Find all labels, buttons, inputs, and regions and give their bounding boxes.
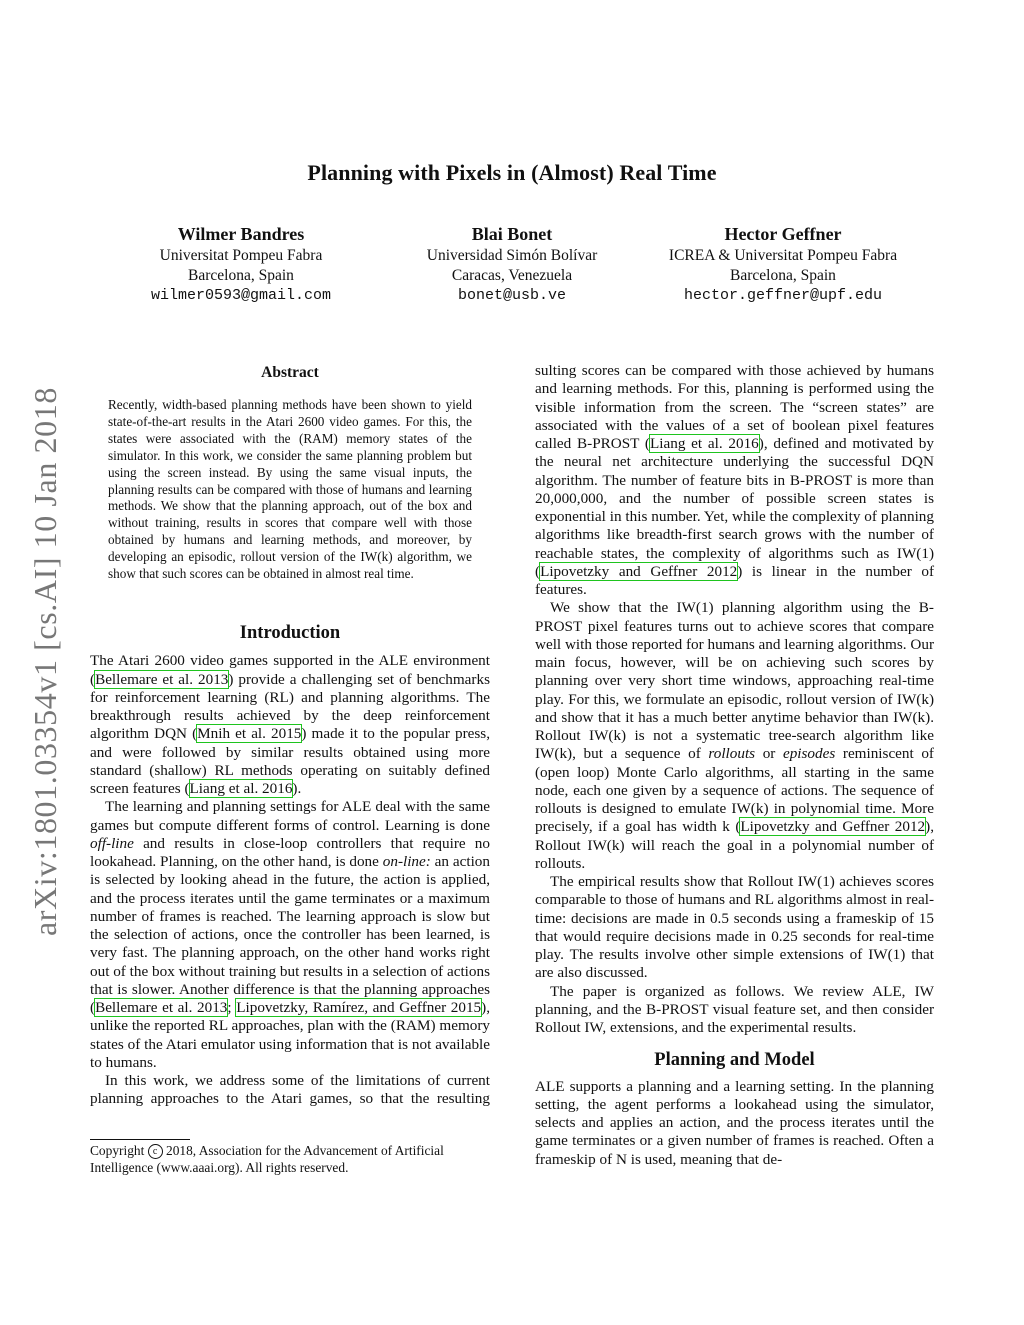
introduction-heading: Introduction: [239, 623, 341, 643]
arxiv-identifier: arXiv:1801.03354v1 [cs.AI] 10 Jan 2018: [27, 387, 63, 936]
intro-paragraph-3: In this work, we address some of the limitations of current planning approaches to the Atari games, so that the resulting: [90, 1072, 490, 1108]
paper-title: Planning with Pixels in (Almost) Real Time: [307, 160, 717, 185]
author-name: Wilmer Bandres: [177, 224, 305, 244]
author-location: Caracas, Venezuela: [451, 267, 573, 284]
right-column: [535, 362, 934, 1169]
author-block-1: [91, 222, 391, 306]
author-block-2: [362, 222, 662, 306]
footnote-rule: [90, 1139, 190, 1140]
author-email: hector.geffner@upf.edu: [683, 287, 883, 304]
planning-model-heading: Planning and Model: [654, 1050, 815, 1071]
citation-link[interactable]: Mnih et al. 2015: [197, 725, 302, 743]
planning-paragraph-1: ALE supports a planning and a learning setting. In the planning setting, the agent performs a lookahead using the simulator, selects and applies an action, and the process iterates until the game terminates or a given number of frames is reached. Often a frameskip of N is used, meaning that de-: [535, 1077, 934, 1168]
author-email: bonet@usb.ve: [457, 287, 567, 304]
author-name: Hector Geffner: [724, 224, 842, 244]
author-affiliation: Universitat Pompeu Fabra: [159, 247, 323, 264]
intro-paragraph-4: We show that the IW(1) planning algorithm using the B-PROST pixel features turns out to achieve scores that compare well with those reported for humans and learning algorithms. Our main focus, however, will be on achieving such scores by planning over very short time windows, approaching real-time play. For this, we formulate an episodic, rollout version of IW(k) and show that it has a much better anytime behavior than IW(k). Rollout IW(k) is not a systematic tree-search algorithm like IW(k), but a sequence of rollouts or episodes reminiscent of (open loop) Monte Carlo algorithms, all starting in the same node, each one given by a sequence of actions. The sequence of rollouts is designed to emulate IW(k) in polynomial time. More precisely, if a goal has width k (Lipovetzky and Geffner 2012), Rollout IW(k) will reach the goal in a polynomial number of rollouts.: [535, 599, 934, 872]
intro-paragraph-3-cont: sulting scores can be compared with those achieved by humans and learning methods. For this, planning is performed using the visible information from the screen. The “screen states” are associated with the values of a set of boolean pixel features called B-PROST (Liang et al. 2016), defined and motivated by the neural net architecture underlying the successful DQN algorithm. The number of feature bits in B-PROST is more than 20,000,000, and the number of possible screen states is exponential in this number. Yet, while the complexity of planning algorithms like breadth-first search grows with the number of reachable states, the complexity of algorithms such as IW(1) (Lipovetzky and Geffner 2012) is linear in the number of features.: [535, 362, 934, 598]
author-block-3: [633, 222, 933, 306]
intro-paragraph-1: The Atari 2600 video games supported in the ALE environment (Bellemare et al. 2013) provide a challenging set of benchmarks for reinforcement learning (RL) and planning algorithms. The breakthrough results achieved by the deep reinforcement algorithm DQN (Mnih et al. 2015) made it to the popular press, and were followed by similar results obtained using more standard (shallow) RL methods operating on suitably defined screen features (Liang et al. 2016).: [90, 652, 491, 797]
copyright-icon: c: [148, 1144, 163, 1159]
intro-paragraph-6: The paper is organized as follows. We review ALE, IW planning, and the B-PROST visual feature set, and then consider Rollout IW, extensions, and the experimental results.: [535, 982, 934, 1036]
citation-link[interactable]: Bellemare et al. 2013: [95, 670, 229, 688]
citation-link[interactable]: Lipovetzky, Ramírez, and Geffner 2015: [236, 999, 482, 1016]
citation-link[interactable]: Lipovetzky and Geffner 2012: [540, 562, 738, 580]
citation-link[interactable]: Bellemare et al. 2013: [95, 999, 228, 1016]
copyright-footnote: Copyright c 2018, Association for the Advancement of Artificial Intelligence (www.aaai.org). All rights reserved.: [90, 1143, 444, 1175]
author-location: Barcelona, Spain: [188, 267, 294, 284]
abstract-heading: Abstract: [261, 364, 319, 381]
citation-link[interactable]: Liang et al. 2016: [189, 780, 293, 797]
citation-link[interactable]: Liang et al. 2016: [650, 435, 759, 452]
left-column: [90, 624, 490, 1108]
author-location: Barcelona, Spain: [730, 267, 836, 284]
author-name: Blai Bonet: [471, 224, 553, 244]
intro-paragraph-2: The learning and planning settings for ALE deal with the same games but compute different forms of control. Learning is done off-line and results in close-loop controllers that require no lookahead. Planning, on the other hand, is done on-line: an action is selected by looking ahead in the future, the action is applied, and the process iterates until the game terminates or a maximum number of frames is reached. The learning approach is slow but the selection of actions, once the controller has been learned, is very fast. The planning approach, on the other hand works right out of the box without training but results in a selection of actions that is slower. Another difference is that the planning approaches (Bellemare et al. 2013; Lipovetzky, Ramírez, and Geffner 2015), unlike the reported RL approaches, plan with the (RAM) memory states of the Atari emulator using information that is not available to humans.: [90, 798, 490, 1071]
intro-paragraph-5: The empirical results show that Rollout IW(1) achieves scores comparable to those of humans and RL algorithms almost in real-time: decisions are made in 0.5 seconds using a frameskip of 15 that would require decisions made in 0.25 seconds for real-time play. The results involve other simple extensions of IW(1) that are also discussed.: [535, 873, 934, 982]
author-affiliation: Universidad Simón Bolívar: [426, 247, 598, 264]
author-affiliation: ICREA & Universitat Pompeu Fabra: [668, 247, 898, 264]
citation-link[interactable]: Lipovetzky and Geffner 2012: [740, 818, 926, 836]
abstract-text: Recently, width-based planning methods have been shown to yield state-of-the-art results in the Atari 2600 video games. For this, the states were associated with the (RAM) memory states of the simulator. In this work, we consider the same planning problem but using the screen instead. By using the same visual inputs, the planning results can be compared with those of humans and learning methods. We show that the planning approach, out of the box and without training, results in scores that compare well with those obtained by humans and learning methods, and moreover, by developing an episodic, rollout version of the IW(k) algorithm, we show that such scores can be obtained in almost real time.: [108, 397, 472, 582]
author-email: wilmer0593@gmail.com: [150, 287, 332, 304]
